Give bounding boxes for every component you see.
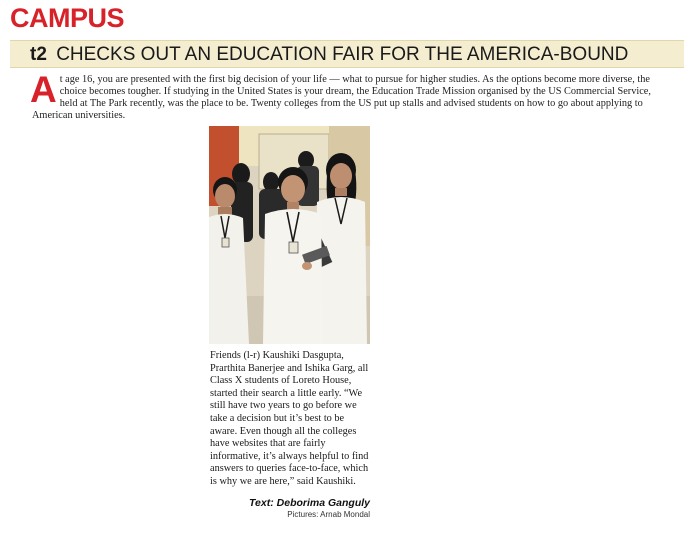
drop-cap: A — [30, 69, 57, 110]
headline-bar — [10, 40, 684, 68]
students-photo — [209, 126, 370, 344]
headline — [30, 41, 628, 69]
section-label: CAMPUS — [10, 3, 125, 33]
picture-credit: Pictures: Arnab Mondal — [287, 510, 370, 519]
headline-text: CHECKS OUT AN EDUCATION FAIR FOR THE AMERICA-BOUND — [56, 44, 629, 65]
intro-text: t age 16, you are presented with the first big decision of your life — what to pursue for higher studies. As the options become more diverse, the choice becomes tougher. If studying in the United States is your dream, the Education Trade Mission organised by the US Commercial Service, held at The Park recently, was the place to be. Twenty colleges from the US put up stalls and advised students on how to go about applying to American universities. — [32, 74, 651, 121]
students-photo-illustration — [209, 126, 370, 344]
intro-paragraph — [30, 69, 664, 122]
text-credit: Text: Deborima Ganguly — [249, 497, 370, 509]
headline-brand: t2 — [30, 44, 47, 65]
photo-caption: Friends (l-r) Kaushiki Dasgupta, Prarthita Banerjee and Ishika Garg, all Class X students of Loreto House, started their search a little early. “We still have two years to go before we take a decision but it’s best to be aware. Even though all the colleges have websites that are fairly informative, it’s always helpful to find answers to queries face-to-face, which is why we are here,” said Kaushiki. — [210, 350, 369, 487]
